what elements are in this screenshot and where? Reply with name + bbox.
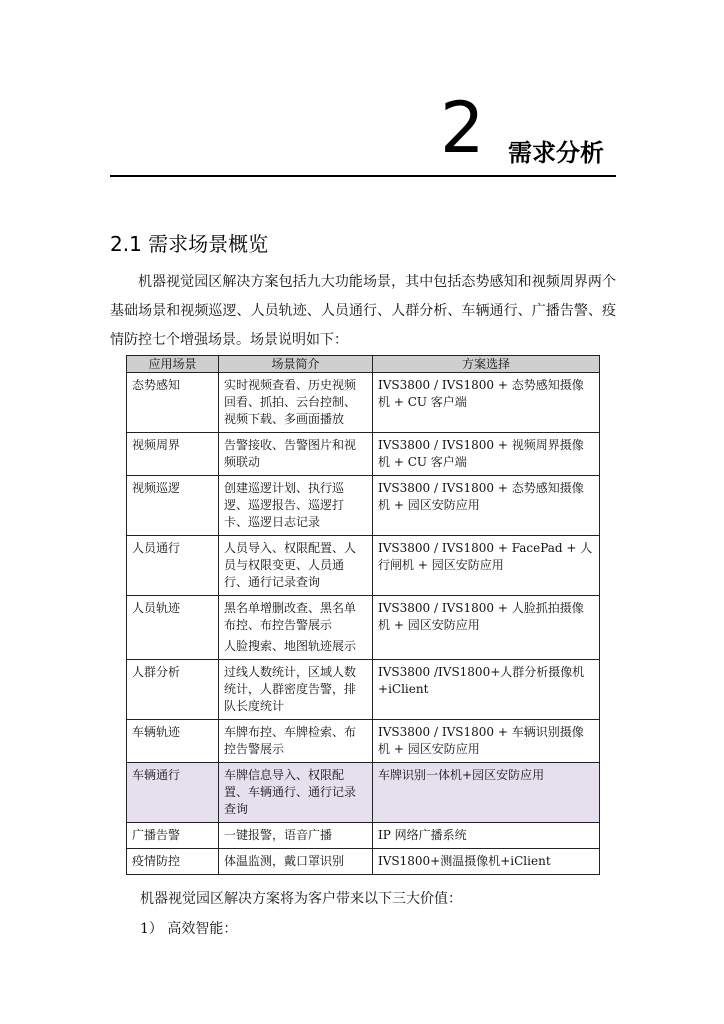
description-cell: 告警接收、告警图片和视频联动	[218, 433, 372, 476]
scene-cell: 疫情防控	[127, 849, 219, 875]
value-intro-text: 机器视觉园区解决方案将为客户带来以下三大价值：	[140, 891, 462, 907]
table-row	[127, 536, 600, 596]
description-cell: 一键报警，语音广播	[218, 823, 372, 849]
table-row	[127, 373, 600, 433]
scenario-table	[126, 355, 600, 875]
solution-cell: IVS3800 / IVS1800 + 车辆识别摄像机 + 园区安防应用	[373, 720, 600, 763]
table-row	[127, 720, 600, 763]
scene-cell: 广播告警	[127, 823, 219, 849]
description-cell: 体温监测，戴口罩识别	[218, 849, 372, 875]
header-scene: 应用场景	[127, 356, 219, 373]
solution-cell: IVS3800 / IVS1800 + 人脸抓拍摄像机 + 园区安防应用	[373, 596, 600, 660]
solution-cell: IVS1800+测温摄像机+iClient	[373, 849, 600, 875]
description-cell: 创建巡逻计划、执行巡逻、巡逻报告、巡逻打卡、巡逻日志记录	[218, 476, 372, 536]
scene-cell: 态势感知	[127, 373, 219, 433]
scene-cell: 人员轨迹	[127, 596, 219, 660]
table-row	[127, 823, 600, 849]
solution-cell: IVS3800 /IVS1800+人群分析摄像机+iClient	[373, 660, 600, 720]
solution-cell: IVS3800 / IVS1800 + FacePad + 人行闸机 + 园区安防应用	[373, 536, 600, 596]
scene-cell: 车辆通行	[127, 763, 219, 823]
chapter-divider	[110, 175, 616, 177]
header-description: 场景简介	[218, 356, 372, 373]
list-item-efficient-intelligent: 1） 高效智能：	[140, 921, 238, 937]
description-cell: 车牌布控、车牌检索、布控告警展示	[218, 720, 372, 763]
intro-paragraph: 机器视觉园区解决方案包括九大功能场景，其中包括态势感知和视频周界两个基础场景和视频巡逻、人员轨迹、人员通行、人群分析、车辆通行、广播告警、疫情防控七个增强场景。场景说明如下：	[110, 274, 616, 348]
chapter-title: 需求分析	[508, 139, 604, 167]
scene-cell: 视频周界	[127, 433, 219, 476]
scene-cell: 车辆轨迹	[127, 720, 219, 763]
description-extra-text: 人脸搜索、地图轨迹展示	[223, 639, 356, 653]
table-row	[127, 433, 600, 476]
solution-cell: IVS3800 / IVS1800 + 态势感知摄像机 + 园区安防应用	[373, 476, 600, 536]
description-cell: 过线人数统计，区域人数统计，人群密度告警，排队长度统计	[218, 660, 372, 720]
scene-cell: 人员通行	[127, 536, 219, 596]
scene-cell: 视频巡逻	[127, 476, 219, 536]
solution-cell: IVS3800 / IVS1800 + 视频周界摄像机 + CU 客户端	[373, 433, 600, 476]
description-text: 黑名单增删改查、黑名单布控、布控告警展示	[223, 601, 356, 632]
table-row	[127, 660, 600, 720]
description-cell	[218, 596, 372, 660]
description-cell: 实时视频查看、历史视频回看、抓拍、云台控制、视频下载、多画面播放	[218, 373, 372, 433]
section-heading: 2.1 需求场景概览	[110, 232, 269, 256]
table-row	[127, 849, 600, 875]
solution-cell: IVS3800 / IVS1800 + 态势感知摄像机 + CU 客户端	[373, 373, 600, 433]
chapter-number: 2	[440, 87, 485, 169]
description-cell: 人员导入、权限配置、人员与权限变更、人员通行、通行记录查询	[218, 536, 372, 596]
description-cell: 车牌信息导入、权限配置、车辆通行、通行记录查询	[218, 763, 372, 823]
table-header-row	[127, 356, 600, 373]
header-solution: 方案选择	[373, 356, 600, 373]
solution-cell: 车牌识别一体机+园区安防应用	[373, 763, 600, 823]
table-row	[127, 476, 600, 536]
table-row	[127, 596, 600, 660]
solution-cell: IP 网络广播系统	[373, 823, 600, 849]
table-row-highlighted	[127, 763, 600, 823]
scene-cell: 人群分析	[127, 660, 219, 720]
